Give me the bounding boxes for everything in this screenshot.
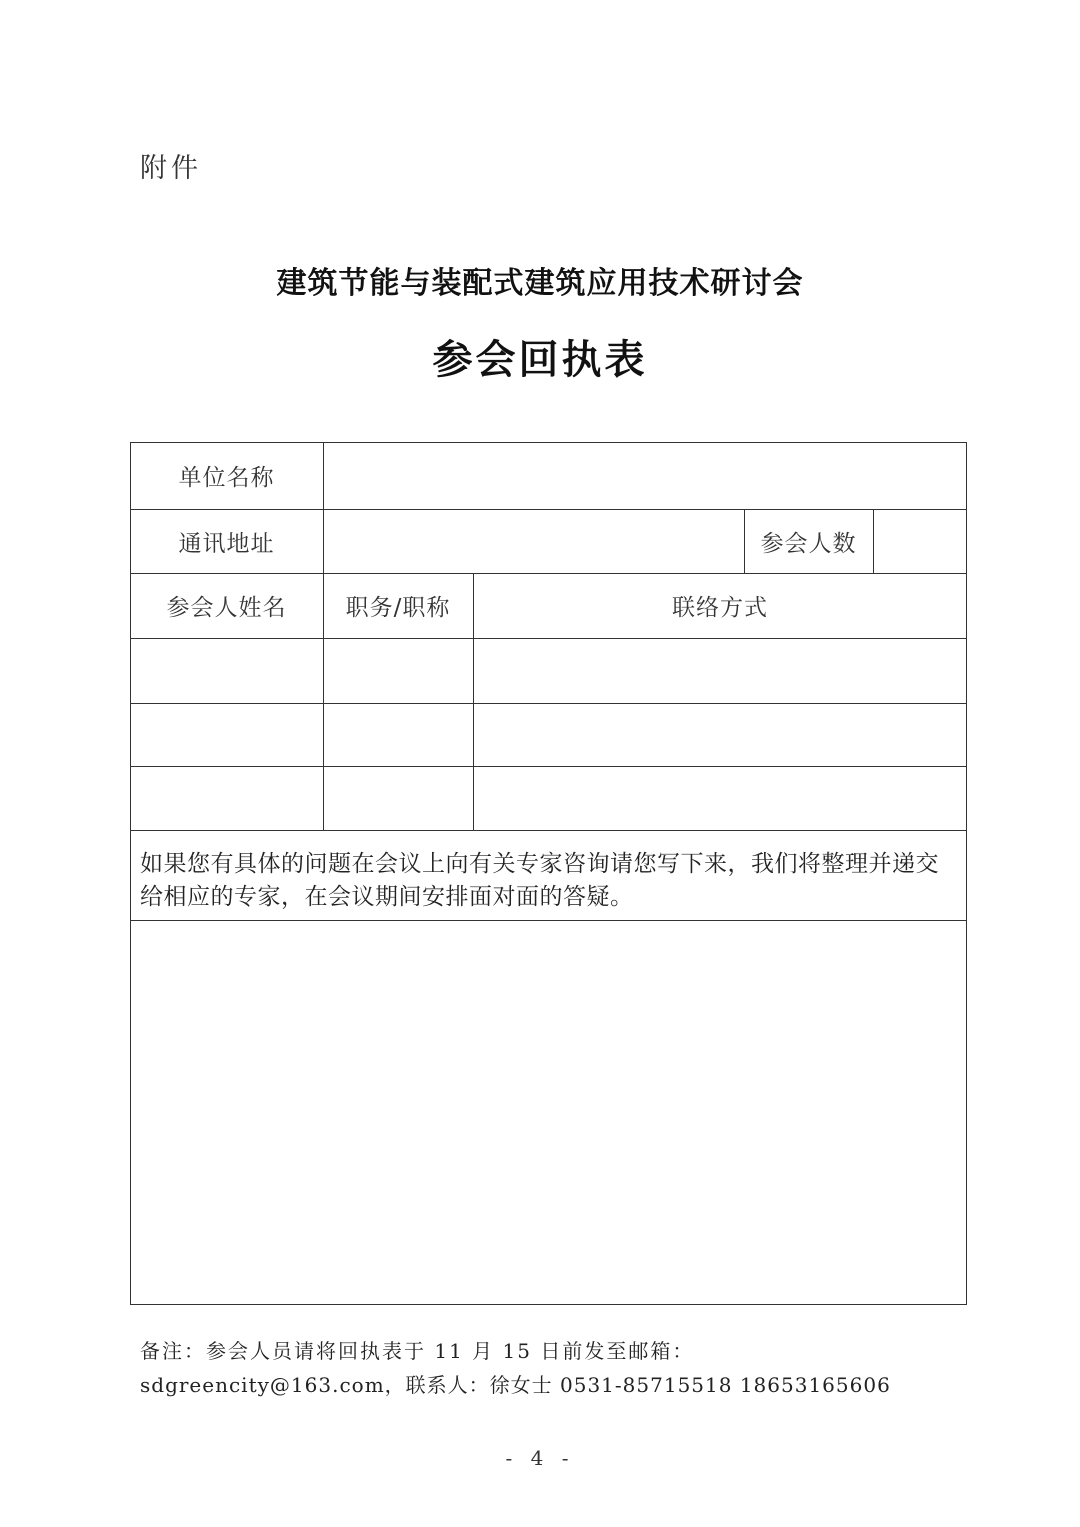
page-number: - 4 - [505, 1446, 575, 1470]
remark-line-1: 备注：参会人员请将回执表于 11 月 15 日前发至邮箱： [140, 1339, 695, 1363]
attendee-count-label: 参会人数 [760, 530, 857, 557]
question-answer-field[interactable] [130, 920, 967, 1305]
attendee-name-field[interactable] [130, 766, 323, 830]
remark [140, 1334, 891, 1402]
contact-column-header: 联络方式 [672, 595, 768, 621]
address-label: 通讯地址 [178, 530, 275, 557]
position-column-header: 职务/职称 [345, 595, 451, 621]
attendee-count-field[interactable] [873, 509, 967, 573]
address-field[interactable] [323, 509, 744, 573]
unit-name-field[interactable] [323, 442, 967, 509]
attendee-contact-field[interactable] [473, 703, 967, 766]
unit-name-label: 单位名称 [178, 465, 275, 491]
attendee-position-field[interactable] [323, 638, 473, 703]
conference-title: 建筑节能与装配式建筑应用技术研讨会 [276, 266, 804, 301]
question-prompt: 如果您有具体的问题在会议上向有关专家咨询请您写下来，我们将整理并递交给相应的专家，在会议期间安排面对面的答疑。 [140, 851, 939, 910]
form-title: 参会回执表 [432, 336, 648, 383]
row-divider [130, 830, 967, 831]
attendee-position-field[interactable] [323, 703, 473, 766]
attendee-position-field[interactable] [323, 766, 473, 830]
name-column-header: 参会人姓名 [166, 595, 287, 621]
attendee-name-field[interactable] [130, 703, 323, 766]
attendee-name-field[interactable] [130, 638, 323, 703]
attendee-contact-field[interactable] [473, 766, 967, 830]
attachment-label: 附件 [140, 153, 202, 184]
remark-line-2: sdgreencity@163.com，联系人：徐女士 0531-85715518 18653165606 [140, 1373, 891, 1397]
attendee-contact-field[interactable] [473, 638, 967, 703]
